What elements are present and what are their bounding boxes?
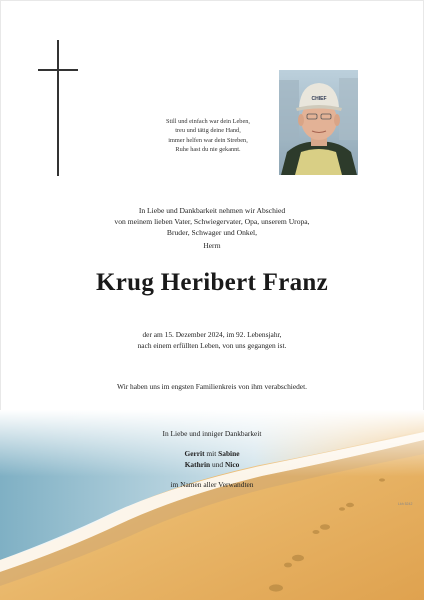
- death-notice: [60, 329, 364, 351]
- closing-block: [60, 428, 364, 490]
- farewell-text: Wir haben uns im engsten Familienkreis von ihm verabschiedet.: [117, 382, 307, 391]
- family-line: [60, 459, 364, 470]
- verse-line: immer helfen war dein Streben,: [168, 136, 248, 144]
- image-tag: Lkh 5242: [398, 502, 413, 506]
- intro-text: [60, 205, 364, 239]
- relatives-line: im Namen aller Verwandten: [170, 480, 254, 489]
- cap-lettering: CHIEF: [311, 96, 327, 102]
- verse-line: Still und einfach war dein Leben,: [166, 118, 250, 125]
- family-line: [60, 448, 364, 459]
- closing-line: In Liebe und inniger Dankbarkeit: [162, 429, 262, 438]
- deceased-name: Krug Heribert Franz: [95, 269, 329, 296]
- verse-line: treu und tätig deine Hand,: [175, 127, 241, 135]
- intro-line: In Liebe und Dankbarkeit nehmen wir Abschied: [138, 206, 286, 215]
- cross-icon: [57, 40, 59, 176]
- salutation: Herrn: [203, 241, 221, 250]
- family-joiner: mit: [204, 449, 219, 458]
- family-name: Gerrit: [184, 449, 205, 458]
- cross-icon-bar: [38, 69, 78, 71]
- death-notice-line: der am 15. Dezember 2024, im 92. Lebensjahr,: [142, 330, 282, 339]
- family-name: Sabine: [218, 449, 240, 458]
- memorial-verse: [138, 117, 278, 154]
- family-name: Nico: [224, 460, 240, 469]
- death-notice-line: nach einem erfüllten Leben, von uns gegangen ist.: [137, 341, 287, 350]
- intro-line: Bruder, Schwager und Onkel,: [166, 228, 258, 238]
- family-name: Kathrin: [184, 460, 211, 469]
- portrait-photo: [279, 70, 358, 175]
- verse-line: Ruhe hast du nie gekannt.: [175, 145, 241, 153]
- intro-line: von meinem lieben Vater, Schwiegervater, Opa, unserem Uropa,: [114, 217, 310, 227]
- family-joiner: und: [210, 460, 225, 469]
